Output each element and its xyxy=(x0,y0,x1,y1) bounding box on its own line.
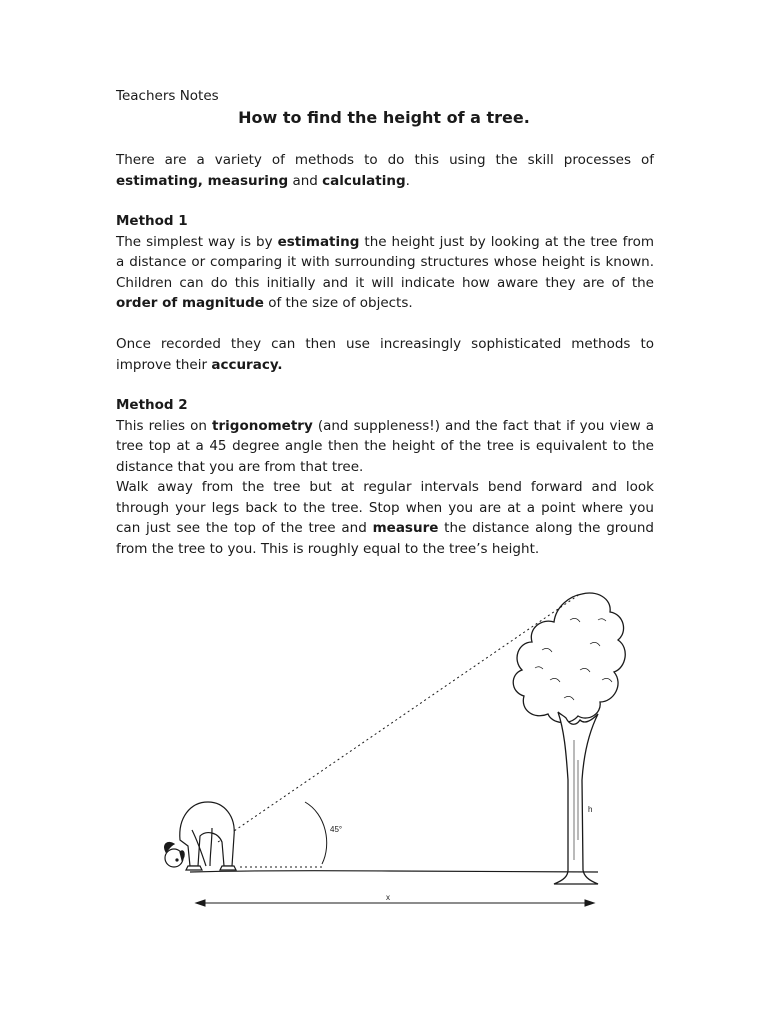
intro-paragraph xyxy=(116,150,654,191)
ground-line xyxy=(190,871,598,872)
method2-heading: Method 2 xyxy=(116,397,188,413)
intro-text-3: . xyxy=(405,172,410,189)
distance-label: x xyxy=(386,893,390,902)
method1-text-1: The simplest way is by xyxy=(116,233,278,250)
teachers-notes-heading: Teachers Notes xyxy=(116,88,219,104)
tree-illustration xyxy=(513,593,625,884)
distance-arrow xyxy=(196,900,594,906)
angle-label: 45° xyxy=(330,825,343,834)
intro-bold-1: estimating, measuring xyxy=(116,172,289,189)
intro-text-1: There are a variety of methods to do this using the skill processes of xyxy=(116,152,654,168)
method1-text-2: the height just by looking at the tree from a distance or comparing it with surrounding structures whose height is known. Children can do this initially and it will indicate how aware they are of the xyxy=(116,233,654,291)
tree-height-diagram xyxy=(150,580,640,920)
method2-section xyxy=(116,395,654,559)
intro-text-2: and xyxy=(288,172,323,189)
method1-bold-1: estimating xyxy=(277,233,360,250)
sight-line xyxy=(218,594,580,842)
title-text: How to find the height of a tree xyxy=(238,108,524,127)
intro-bold-2: calculating xyxy=(322,172,406,189)
child-body xyxy=(180,802,234,866)
child-eye xyxy=(176,859,178,861)
method1-heading: Method 1 xyxy=(116,213,188,229)
method1-bold-2: order of magnitude xyxy=(116,295,264,311)
method1-section xyxy=(116,211,654,314)
method2-text-3: Walk away from the tree but at regular intervals bend forward and look through your legs back to the tree. Stop when you are at a point where you can just see the top of the tree and xyxy=(116,479,654,536)
tree-trunk xyxy=(554,712,598,884)
angle-arc xyxy=(305,802,327,864)
child-figure xyxy=(165,802,236,870)
page-title xyxy=(0,108,768,127)
method2-text-4: the distance along the ground from the tree to you. This is roughly equal to the tree’s height. xyxy=(116,520,654,557)
accuracy-paragraph xyxy=(116,334,654,375)
tree-canopy xyxy=(513,593,625,723)
method2-text-1: This relies on xyxy=(116,417,213,434)
height-label: h xyxy=(588,805,593,814)
accuracy-text: Once recorded they can then use increasingly sophisticated methods to improve their xyxy=(116,336,654,373)
child-feet xyxy=(186,866,236,870)
method2-bold-2: measure xyxy=(372,520,439,536)
accuracy-bold: accuracy. xyxy=(211,356,283,373)
method2-bold-1: trigonometry xyxy=(212,417,313,434)
method1-text-3: of the size of objects. xyxy=(263,295,413,311)
method2-text-2: (and suppleness!) and the fact that if you view a tree top at a 45 degree angle then the height of the tree is equivalent to the distance that you are from that tree. xyxy=(116,417,654,475)
title-period: . xyxy=(523,108,530,127)
